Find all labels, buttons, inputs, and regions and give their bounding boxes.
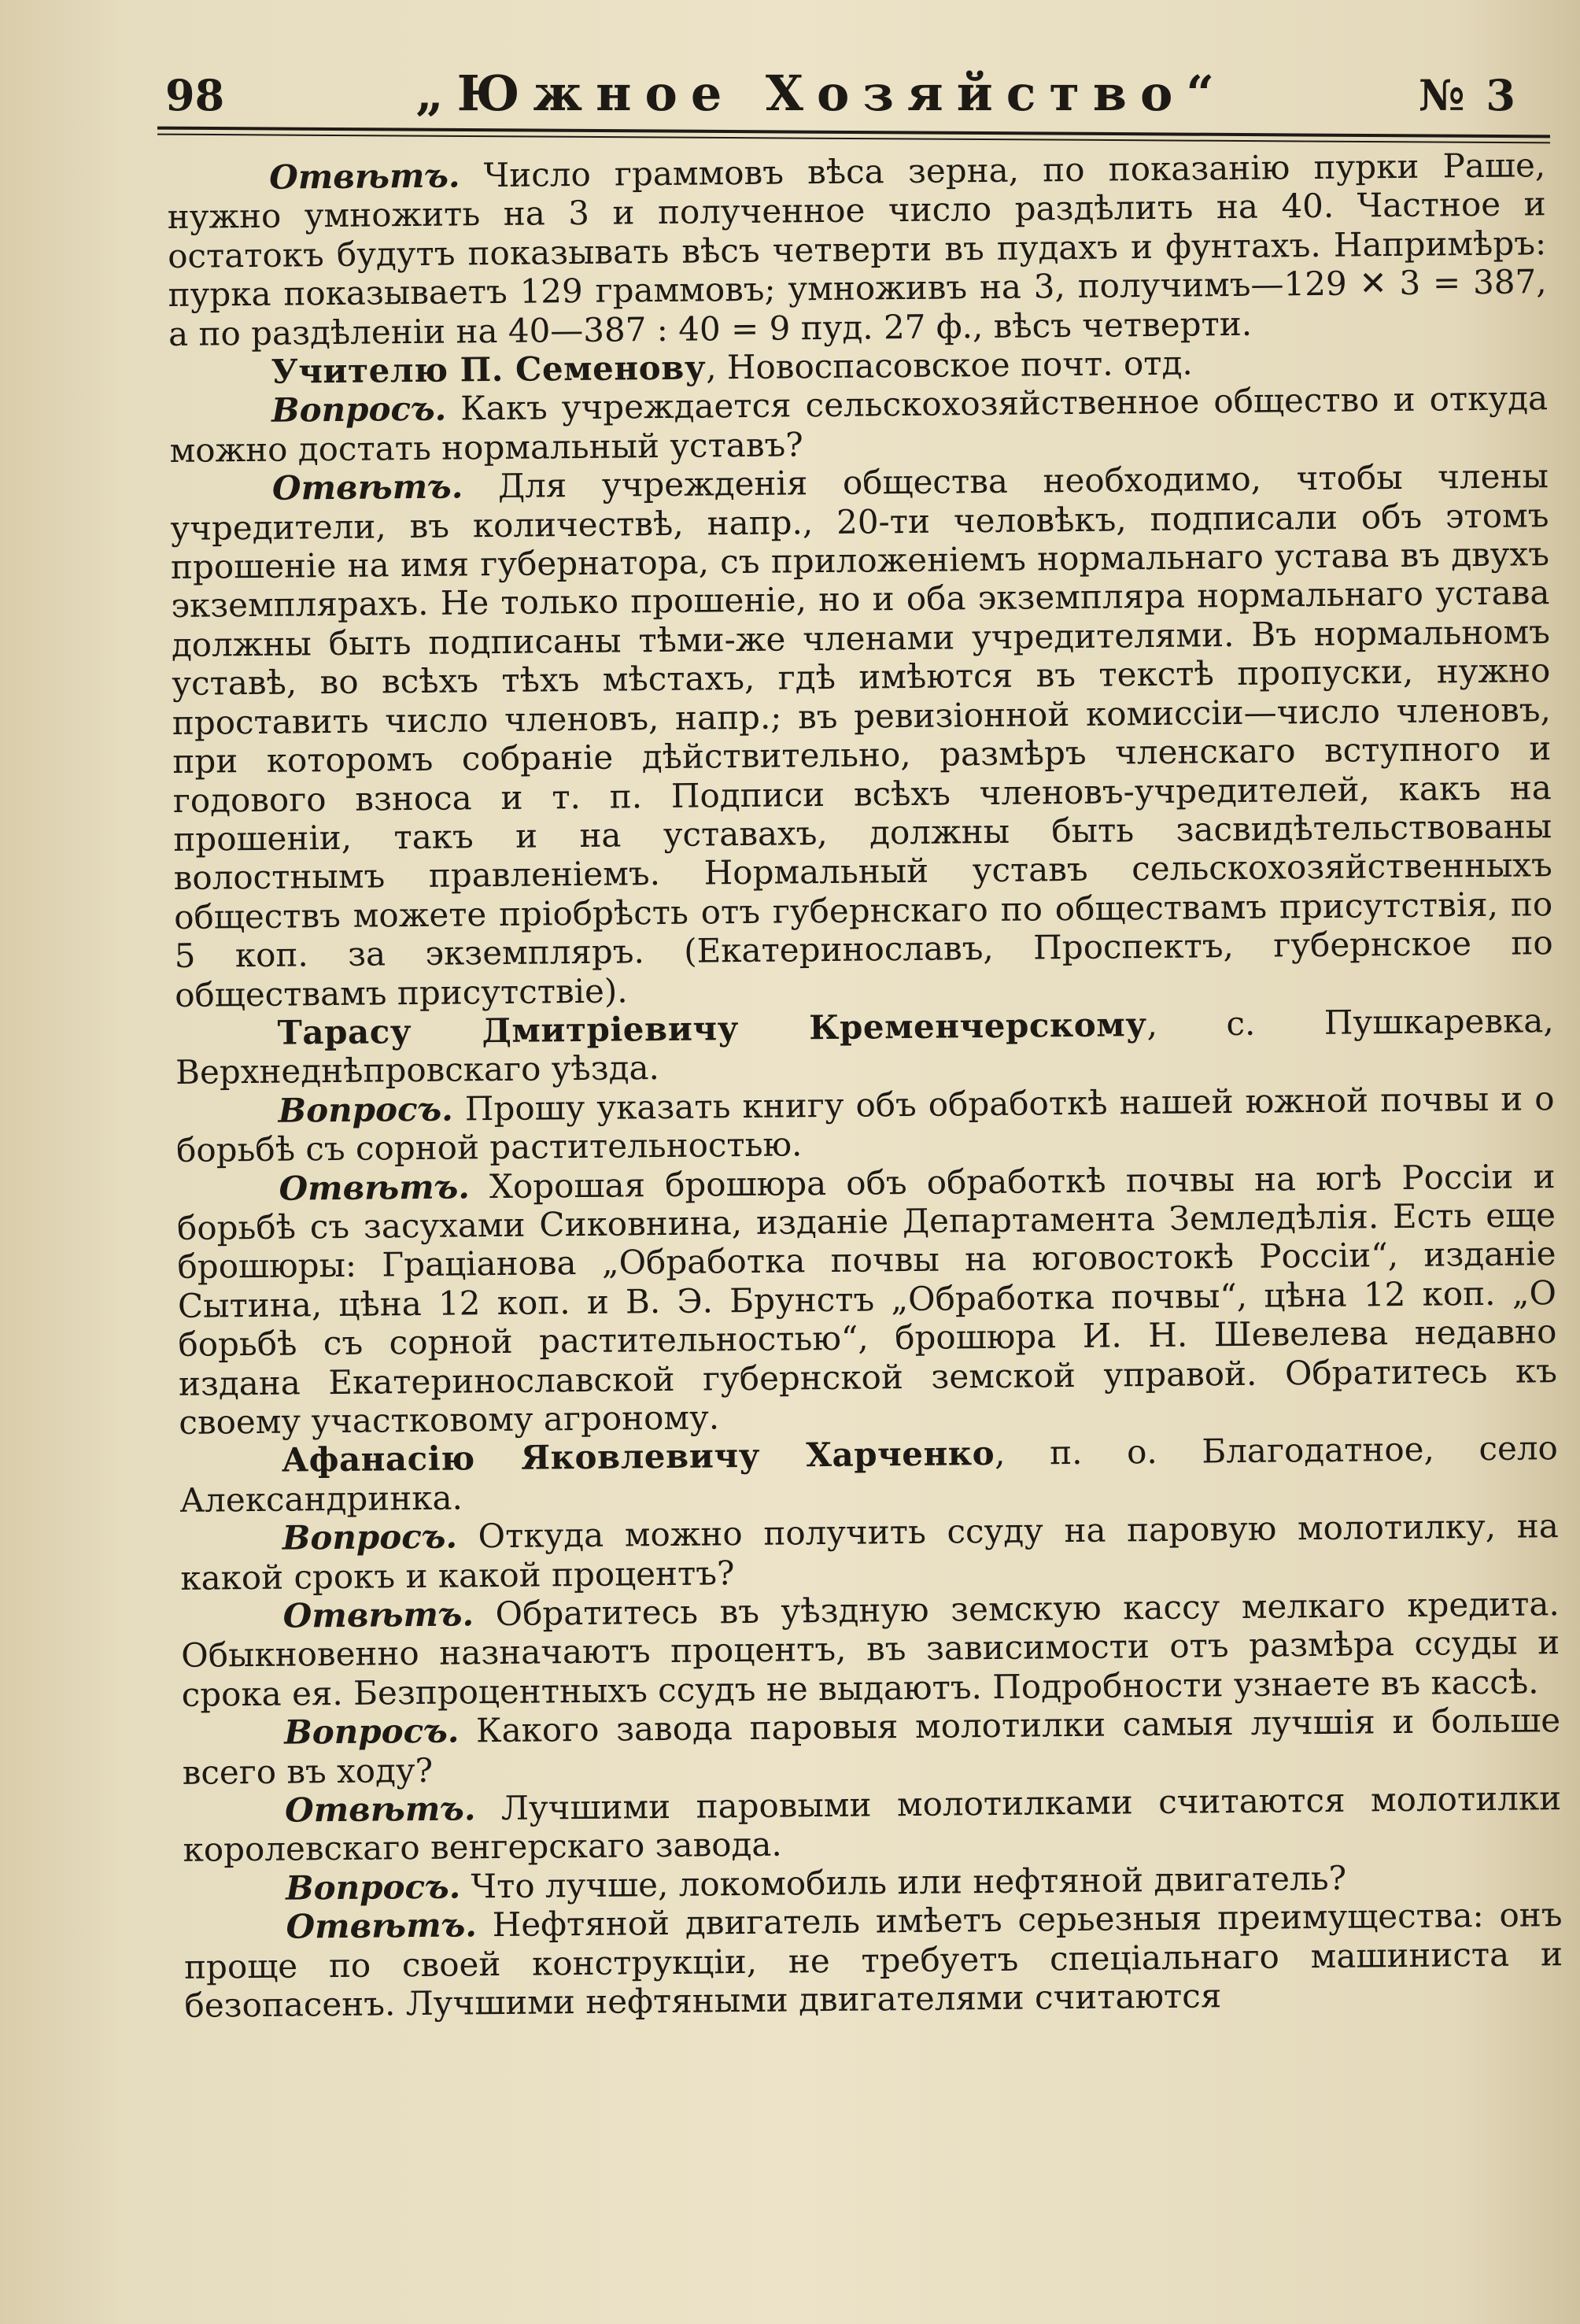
- answer-label: Отвѣтъ.: [284, 1789, 476, 1830]
- recipient-paragraph: [175, 1001, 1554, 1092]
- issue-number: № 3: [1418, 70, 1519, 120]
- page-number: 98: [165, 70, 225, 120]
- recipient-name: Афанасію Яковлевичу Харченко: [281, 1434, 995, 1480]
- answer-paragraph: [183, 1895, 1563, 2025]
- recipient-address: , п. о. Благодатное, село Александринка.: [179, 1428, 1559, 1520]
- paragraph-text: Число граммовъ вѣса зерна, по показанію пурки Раше, нужно умножить на 3 и полученное число раздѣлить на 40. Частное и остатокъ будутъ показывать вѣсъ четверти въ пудахъ и фунтахъ. Напримѣръ: пурка показываетъ 129 граммовъ; умноживъ на 3, получимъ—129 ✕ 3 = 387, а по раздѣленіи на 40—387 : 40 = 9 пуд. 27 ф., вѣсъ четверти.: [167, 146, 1547, 353]
- question-paragraph: [182, 1701, 1561, 1792]
- question-paragraph: [180, 1506, 1560, 1598]
- question-paragraph: [175, 1079, 1555, 1170]
- journal-title: „Южное Хозяйство“: [415, 65, 1227, 122]
- recipient-address: , с. Пушкаревка, Верхнеднѣпровскаго уѣзда.: [175, 1001, 1554, 1092]
- question-label: Вопросъ.: [278, 1089, 454, 1130]
- paragraph-text: Какого завода паровыя молотилки самыя лучшія и больше всего въ ходу?: [182, 1701, 1561, 1792]
- question-label: Вопросъ.: [285, 1867, 461, 1908]
- answer-label: Отвѣтъ.: [279, 1166, 471, 1208]
- question-paragraph: [169, 379, 1549, 471]
- paragraph-text: Откуда можно получить ссуду на паровую молотилку, на какой срокъ и какой процентъ?: [180, 1506, 1559, 1598]
- paragraph-text: Лучшими паровыми молотилками считаются молотилки королевскаго венгерскаго завода.: [183, 1779, 1562, 1870]
- paragraph-text: Какъ учреждается сельскохозяйственное общество и откуда можно достать нормальный уставъ?: [169, 379, 1549, 470]
- answer-paragraph: [170, 456, 1554, 1014]
- article-body: [167, 146, 1563, 2025]
- question-label: Вопросъ.: [282, 1517, 458, 1557]
- answer-paragraph: [183, 1779, 1562, 1870]
- page-header: [165, 65, 1519, 135]
- answer-paragraph: [181, 1584, 1560, 1714]
- answer-paragraph: [176, 1157, 1557, 1443]
- answer-label: Отвѣтъ.: [282, 1594, 474, 1635]
- question-label: Вопросъ.: [271, 390, 447, 430]
- paragraph-text: Прошу указать книгу объ обработкѣ нашей южной почвы и о борьбѣ съ сорной растительностью.: [175, 1078, 1555, 1170]
- paragraph-text: Нефтяной двигатель имѣетъ серьезныя преимущества: онъ проще по своей конструкціи, не требуетъ спеціальнаго машиниста и безопасенъ. Лучшими нефтяными двигателями считаются: [183, 1895, 1563, 2025]
- paragraph-text: Хорошая брошюра объ обработкѣ почвы на югѣ Россіи и борьбѣ съ засухами Сиковнина, изданіе Департамента Земледѣлія. Есть еще брошюры: Граціанова „Обработка почвы на юговостокѣ Россіи“, изданіе Сытина, цѣна 12 коп. и В. Э. Брунстъ „Обработка почвы“, цѣна 12 коп. „О борьбѣ съ сорной растительностью“, брошюра И. Н. Шевелева недавно издана Екатеринославской губернской земской управой. Обратитесь къ своему участковому агроному.: [176, 1156, 1558, 1442]
- recipient-address: , Новоспасовское почт. отд.: [705, 343, 1193, 387]
- recipient-name: Учителю П. Семенову: [271, 348, 707, 391]
- answer-label: Отвѣтъ.: [271, 467, 463, 508]
- question-label: Вопросъ.: [283, 1711, 460, 1752]
- answer-paragraph: [167, 146, 1547, 353]
- recipient-name: Тарасу Дмитріевичу Кременчерскому: [277, 1005, 1147, 1052]
- paragraph-text: Что лучше, локомобиль или нефтяной двигатель?: [460, 1858, 1347, 1906]
- answer-label: Отвѣтъ.: [286, 1905, 478, 1946]
- paragraph-text: Для учрежденія общества необходимо, чтобы члены учредители, въ количествѣ, напр., 20-ти человѣкъ, подписали объ этомъ прошеніе на имя губернатора, съ приложеніемъ нормальнаго устава въ двухъ экземплярахъ. Не только прошеніе, но и оба экземпляра нормальнаго устава должны быть подписаны тѣми-же членами учредителями. Въ нормальномъ уставѣ, во всѣхъ тѣхъ мѣстахъ, гдѣ имѣются въ текстѣ пропуски, нужно проставить число членовъ, напр.; въ ревизіонной комиссіи—число членовъ, при которомъ собраніе дѣйствительно, размѣръ членскаго вступного и годового взноса и т. п. Подписи всѣхъ членовъ-учредителей, какъ на прошеніи, такъ и на уставахъ, должны быть засвидѣтельствованы волостнымъ правленіемъ. Нормальный уставъ сельскохозяйственныхъ обществъ можете пріобрѣсть отъ губернскаго по обществамъ присутствія, по 5 коп. за экземпляръ. (Екатеринославъ, Проспектъ, губернское по обществамъ присутствіе).: [170, 456, 1553, 1014]
- paragraph-text: Обратитесь въ уѣздную земскую кассу мелкаго кредита. Обыкновенно назначаютъ процентъ, въ зависимости отъ размѣра ссуды и срока ея. Безпроцентныхъ ссудъ не выдаютъ. Подробности узнаете въ кассѣ.: [181, 1584, 1560, 1714]
- answer-label: Отвѣтъ.: [268, 156, 460, 197]
- recipient-paragraph: [179, 1429, 1559, 1520]
